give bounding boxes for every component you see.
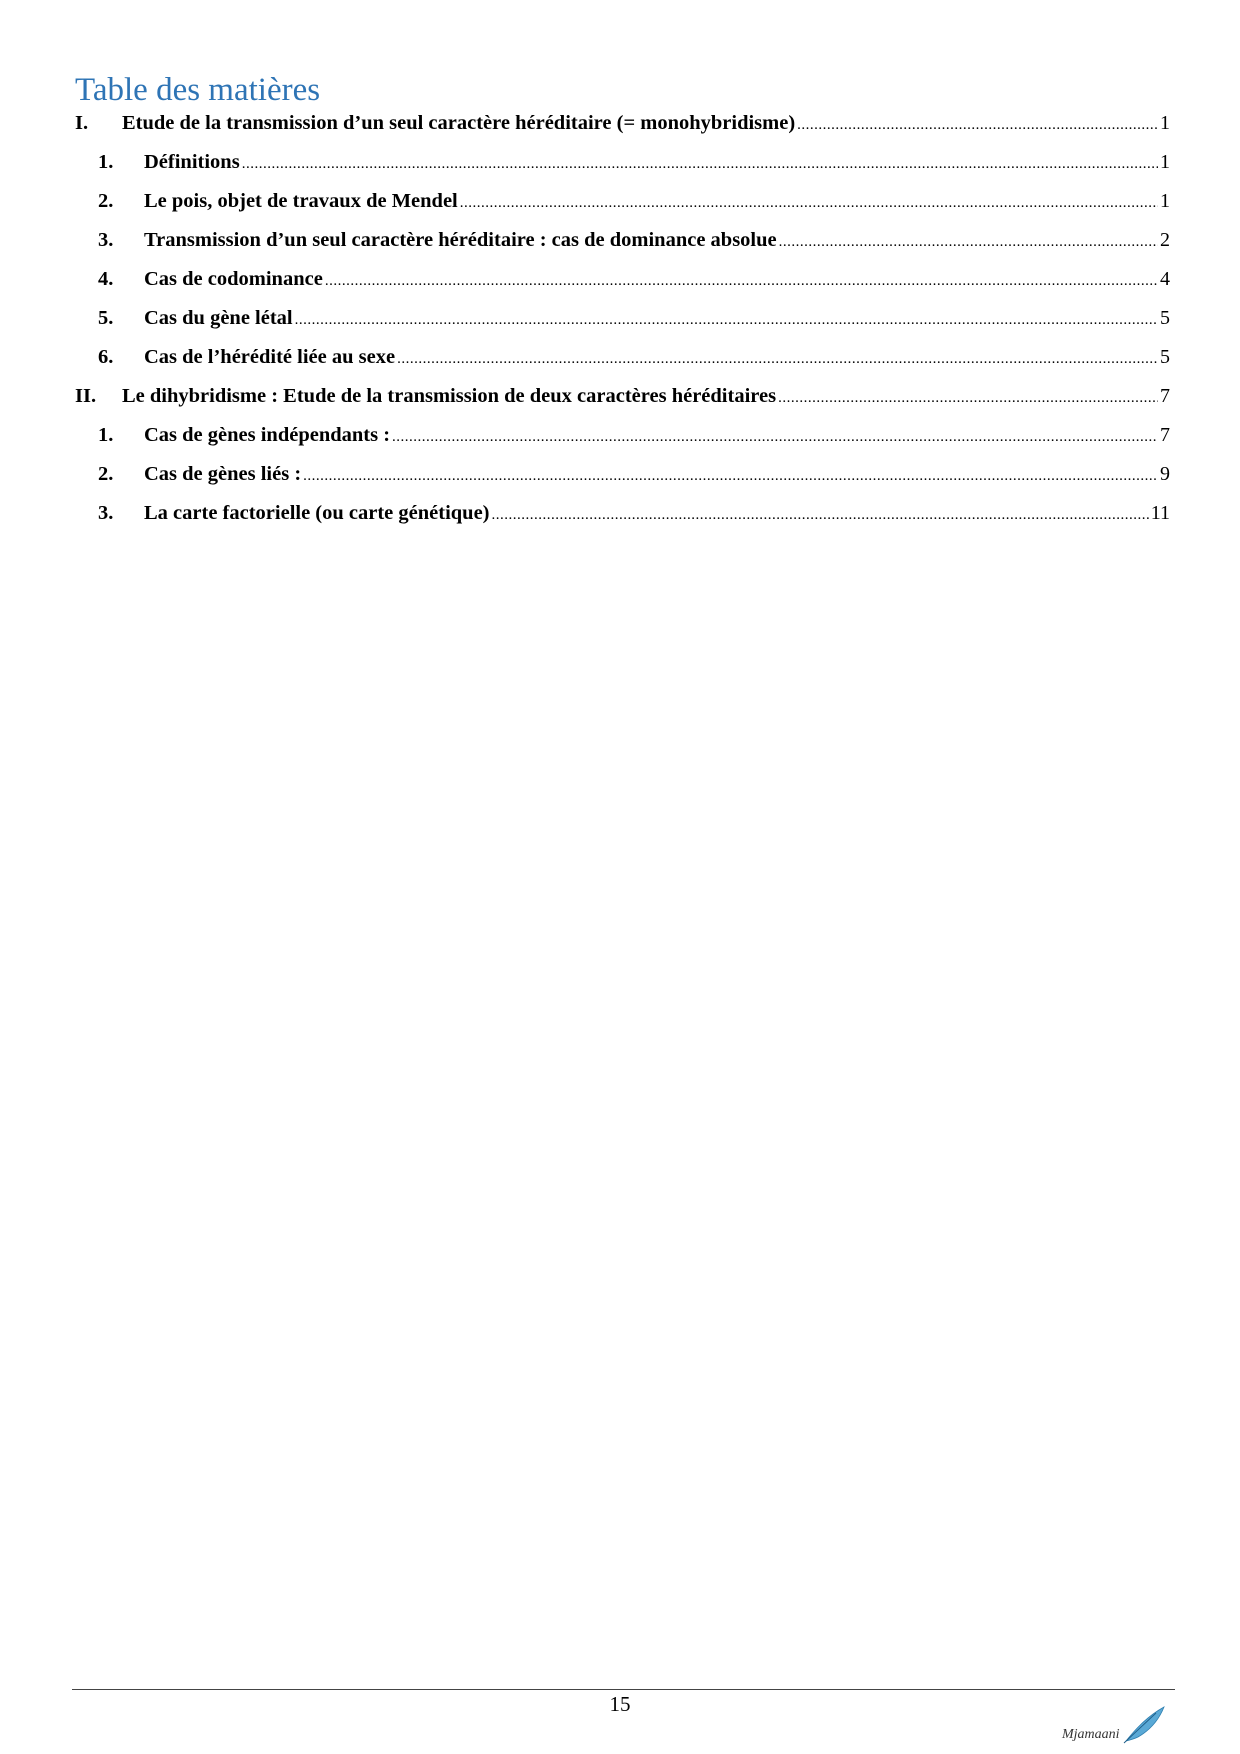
- toc-entry-number: 6.: [98, 346, 114, 368]
- toc-dot-leader: [242, 156, 1158, 173]
- toc-dot-leader: [778, 390, 1158, 407]
- toc-dot-leader: [325, 273, 1158, 290]
- toc-entry-page: 9: [1160, 463, 1170, 485]
- toc-subsection-entry[interactable]: [75, 307, 1170, 346]
- toc-entry-number: II.: [75, 385, 97, 407]
- signature-text: Mjamaani: [1062, 1727, 1120, 1742]
- toc-section-entry[interactable]: [75, 112, 1170, 151]
- page-number: 15: [609, 1692, 631, 1716]
- toc-entry-number: 2.: [98, 190, 114, 212]
- toc-dot-leader: [392, 429, 1158, 446]
- toc-entry-number: 3.: [98, 229, 114, 251]
- toc-subsection-entry[interactable]: [75, 424, 1170, 463]
- toc-entry-label: Cas du gène létal: [144, 307, 293, 329]
- toc-subsection-entry[interactable]: [75, 268, 1170, 307]
- toc-dot-leader: [460, 195, 1158, 212]
- toc-entry-number: I.: [75, 112, 89, 134]
- toc-entry-label: Transmission d’un seul caractère héréditaire : cas de dominance absolue: [144, 229, 777, 251]
- footer-divider: [72, 1689, 1175, 1690]
- toc-entry-page: 7: [1160, 424, 1170, 446]
- toc-entry-number: 2.: [98, 463, 114, 485]
- toc-dot-leader: [797, 117, 1158, 134]
- toc-entry-page: 7: [1160, 385, 1170, 407]
- toc-entry-page: 1: [1160, 112, 1170, 134]
- toc-entry-page: 5: [1160, 346, 1170, 368]
- toc-entry-label: La carte factorielle (ou carte génétique): [144, 502, 490, 524]
- quill-feather-icon: [1124, 1707, 1164, 1743]
- toc-entry-number: 5.: [98, 307, 114, 329]
- toc-entry-label: Le dihybridisme : Etude de la transmission de deux caractères héréditaires: [122, 385, 777, 407]
- toc-entry-label: Définitions: [144, 151, 240, 173]
- toc-entry-label: Etude de la transmission d’un seul caractère héréditaire (= monohybridisme): [122, 112, 796, 134]
- toc-dot-leader: [779, 234, 1158, 251]
- toc-entry-page: 4: [1160, 268, 1170, 290]
- toc-entry-number: 1.: [98, 151, 114, 173]
- toc-entry-number: 1.: [98, 424, 114, 446]
- toc-entry-page: 2: [1160, 229, 1170, 251]
- toc-subsection-entry[interactable]: [75, 502, 1170, 541]
- signature-graphic: [1060, 1705, 1170, 1745]
- toc-list: [75, 112, 1170, 541]
- toc-subsection-entry[interactable]: [75, 151, 1170, 190]
- toc-entry-number: 4.: [98, 268, 114, 290]
- toc-dot-leader: [397, 351, 1158, 368]
- toc-subsection-entry[interactable]: [75, 346, 1170, 385]
- toc-entry-label: Le pois, objet de travaux de Mendel: [144, 190, 458, 212]
- toc-subsection-entry[interactable]: [75, 463, 1170, 502]
- author-signature: [1060, 1705, 1170, 1745]
- toc-entry-page: 11: [1150, 502, 1170, 524]
- toc-entry-label: Cas de gènes liés :: [144, 463, 302, 485]
- toc-dot-leader: [303, 468, 1158, 485]
- toc-entry-label: Cas de l’hérédité liée au sexe: [144, 346, 396, 368]
- toc-entry-page: 5: [1160, 307, 1170, 329]
- toc-title: Table des matières: [75, 72, 321, 108]
- toc-entry-page: 1: [1160, 190, 1170, 212]
- toc-entry-label: Cas de codominance: [144, 268, 323, 290]
- toc-subsection-entry[interactable]: [75, 190, 1170, 229]
- toc-entry-label: Cas de gènes indépendants :: [144, 424, 391, 446]
- toc-entry-page: 1: [1160, 151, 1170, 173]
- toc-dot-leader: [492, 507, 1149, 524]
- toc-section-entry[interactable]: [75, 385, 1170, 424]
- toc-entry-number: 3.: [98, 502, 114, 524]
- toc-dot-leader: [295, 312, 1158, 329]
- toc-subsection-entry[interactable]: [75, 229, 1170, 268]
